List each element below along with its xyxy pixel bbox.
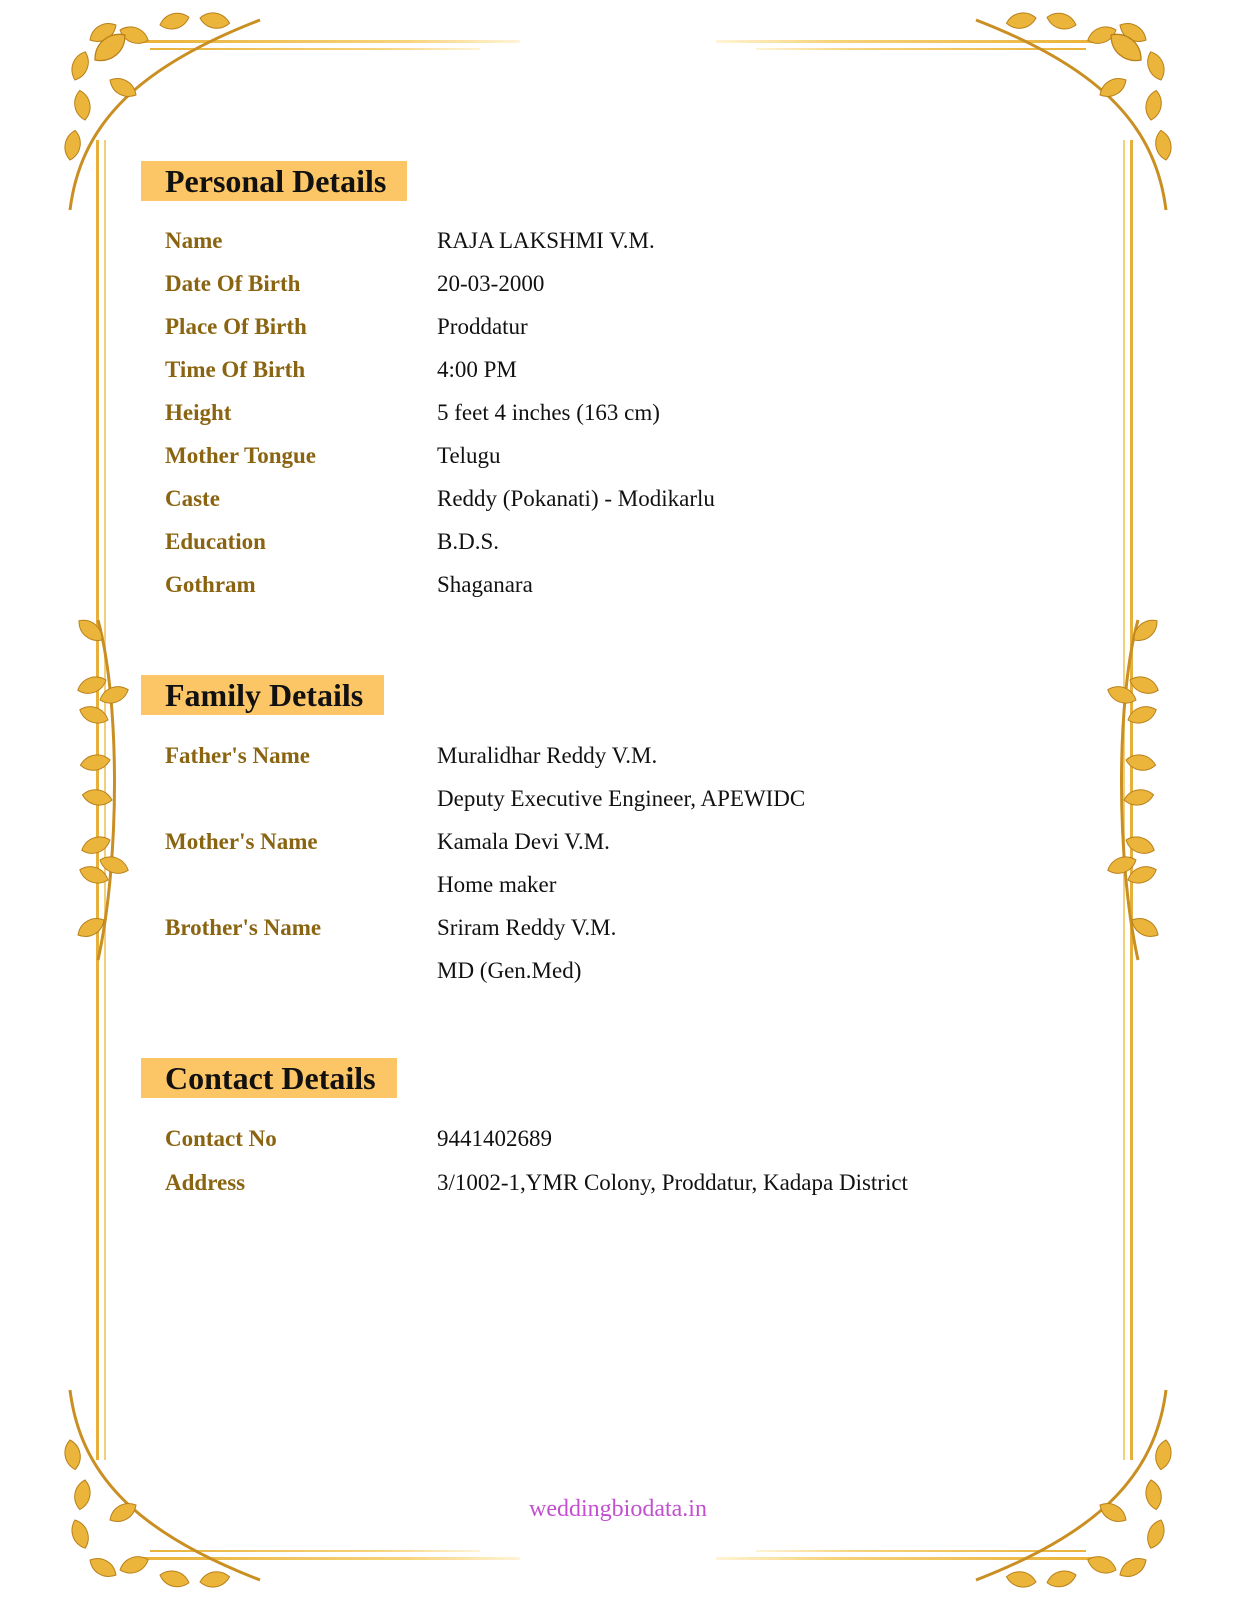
detail-value: Telugu bbox=[437, 443, 501, 468]
detail-value: Reddy (Pokanati) - Modikarlu bbox=[437, 486, 715, 511]
detail-label: Address bbox=[165, 1170, 246, 1195]
detail-value: 5 feet 4 inches (163 cm) bbox=[437, 400, 660, 425]
detail-value: Muralidhar Reddy V.M. bbox=[437, 743, 658, 768]
detail-label: Place Of Birth bbox=[165, 314, 307, 339]
detail-label: Time Of Birth bbox=[165, 357, 306, 382]
footer-website: weddingbiodata.in bbox=[529, 1496, 707, 1522]
detail-label: Mother's Name bbox=[165, 829, 318, 854]
corner-ornament-top-right bbox=[976, 10, 1173, 210]
detail-label: Education bbox=[165, 529, 266, 554]
detail-value: 20-03-2000 bbox=[437, 271, 545, 296]
detail-value: Sriram Reddy V.M. bbox=[437, 915, 617, 940]
detail-value: Shaganara bbox=[437, 572, 533, 597]
corner-ornament-bottom-left bbox=[63, 1390, 260, 1590]
detail-value: Home maker bbox=[437, 872, 557, 897]
section-title-family: Family Details bbox=[141, 675, 384, 715]
side-ornament-right bbox=[1105, 615, 1162, 960]
detail-label: Father's Name bbox=[165, 743, 310, 768]
detail-label: Caste bbox=[165, 486, 220, 511]
detail-label: Height bbox=[165, 400, 232, 425]
detail-label: Mother Tongue bbox=[165, 443, 317, 468]
side-ornament-left bbox=[74, 615, 131, 960]
detail-value: RAJA LAKSHMI V.M. bbox=[437, 228, 655, 253]
detail-label: Brother's Name bbox=[165, 915, 322, 940]
detail-value: MD (Gen.Med) bbox=[437, 958, 582, 983]
section-title-personal: Personal Details bbox=[141, 161, 407, 201]
detail-value: 4:00 PM bbox=[437, 357, 517, 382]
corner-ornament-bottom-right bbox=[976, 1390, 1173, 1590]
detail-value: 9441402689 bbox=[437, 1126, 552, 1151]
detail-label: Name bbox=[165, 228, 223, 253]
detail-value: 3/1002-1,YMR Colony, Proddatur, Kadapa District bbox=[437, 1170, 908, 1195]
detail-value: Proddatur bbox=[437, 314, 528, 339]
detail-value: B.D.S. bbox=[437, 529, 499, 554]
detail-value: Kamala Devi V.M. bbox=[437, 829, 610, 854]
detail-label: Date Of Birth bbox=[165, 271, 301, 296]
detail-label: Gothram bbox=[165, 572, 256, 597]
section-title-contact: Contact Details bbox=[141, 1058, 397, 1098]
detail-label: Contact No bbox=[165, 1126, 277, 1151]
detail-value: Deputy Executive Engineer, APEWIDC bbox=[437, 786, 806, 811]
